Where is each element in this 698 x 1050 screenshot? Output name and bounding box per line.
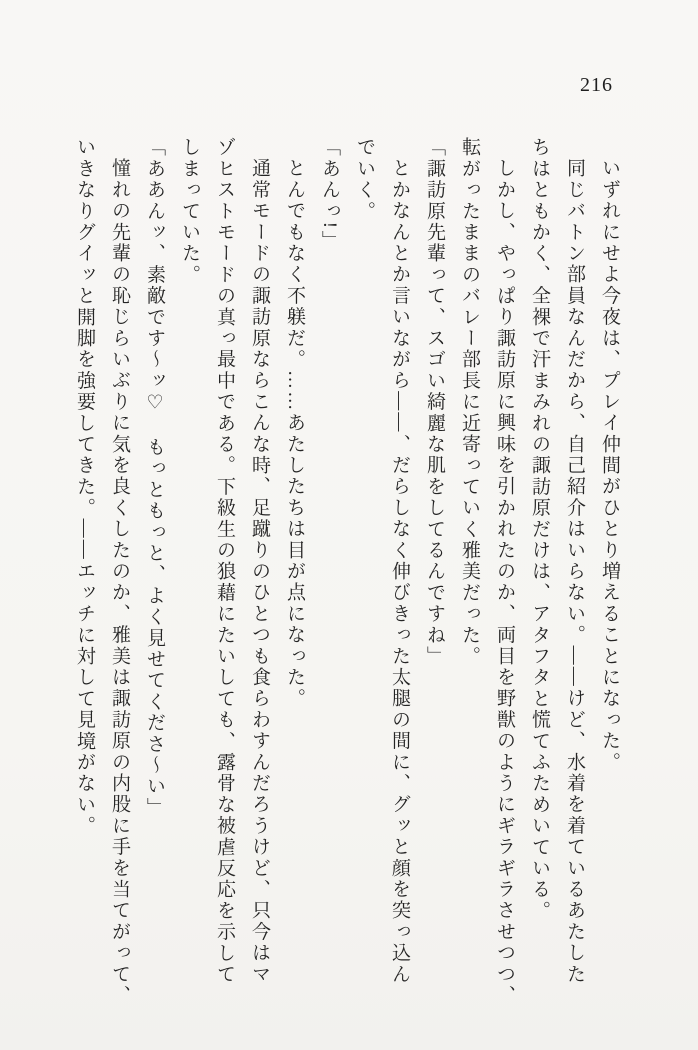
text-line: 転がったままのバレー部長に近寄っていく雅美だった。 xyxy=(459,137,480,667)
body-text xyxy=(67,137,627,1032)
text-line: 「あんっ!」 xyxy=(319,137,340,252)
text-line: 通常モードの諏訪原ならこんな時、足蹴りのひとつも食らわすんだろうけど、只今はマ xyxy=(249,158,270,985)
text-line: 憧れの先輩の恥じらいぶりに気を良くしたのか、雅美は諏訪原の内股に手を当てがって、 xyxy=(109,158,130,1007)
text-line: とんでもなく不躾だ。……あたしたちは目が点になった。 xyxy=(284,158,305,710)
text-line: 「諏訪原先輩って、スゴい綺麗な肌をしてるんですね」 xyxy=(424,137,445,667)
text-line: でいく。 xyxy=(354,137,375,222)
page-number: 216 xyxy=(580,74,613,96)
text-line: とかなんとか言いながら――、だらしなく伸びきった太腿の間に、グッと顔を突っ込ん xyxy=(389,158,410,985)
text-line: しまっていた。 xyxy=(179,137,200,286)
text-line: いずれにせよ今夜は、プレイ仲間がひとり増えることになった。 xyxy=(599,158,620,773)
text-line: ちはともかく、全裸で汗まみれの諏訪原だけは、アタフタと慌てふためいている。 xyxy=(529,137,550,922)
text-line: ゾヒストモードの真っ最中である。下級生の狼藉にたいしても、露骨な被虐反応を示して xyxy=(214,137,235,985)
text-line: 同じバトン部員なんだから、自己紹介はいらない。――けど、水着を着ているあたした xyxy=(564,158,585,985)
text-line: 「ああんッ、素敵です〜ッ♡ もっともっと、よく見せてくださ〜い」 xyxy=(144,137,165,819)
text-line: しかし、やっぱり諏訪原に興味を引かれたのか、両目を野獣のようにギラギラさせつつ、 xyxy=(494,158,515,1007)
text-line: いきなりグイッと開脚を強要してきた。――エッチに対して見境がない。 xyxy=(74,137,95,837)
